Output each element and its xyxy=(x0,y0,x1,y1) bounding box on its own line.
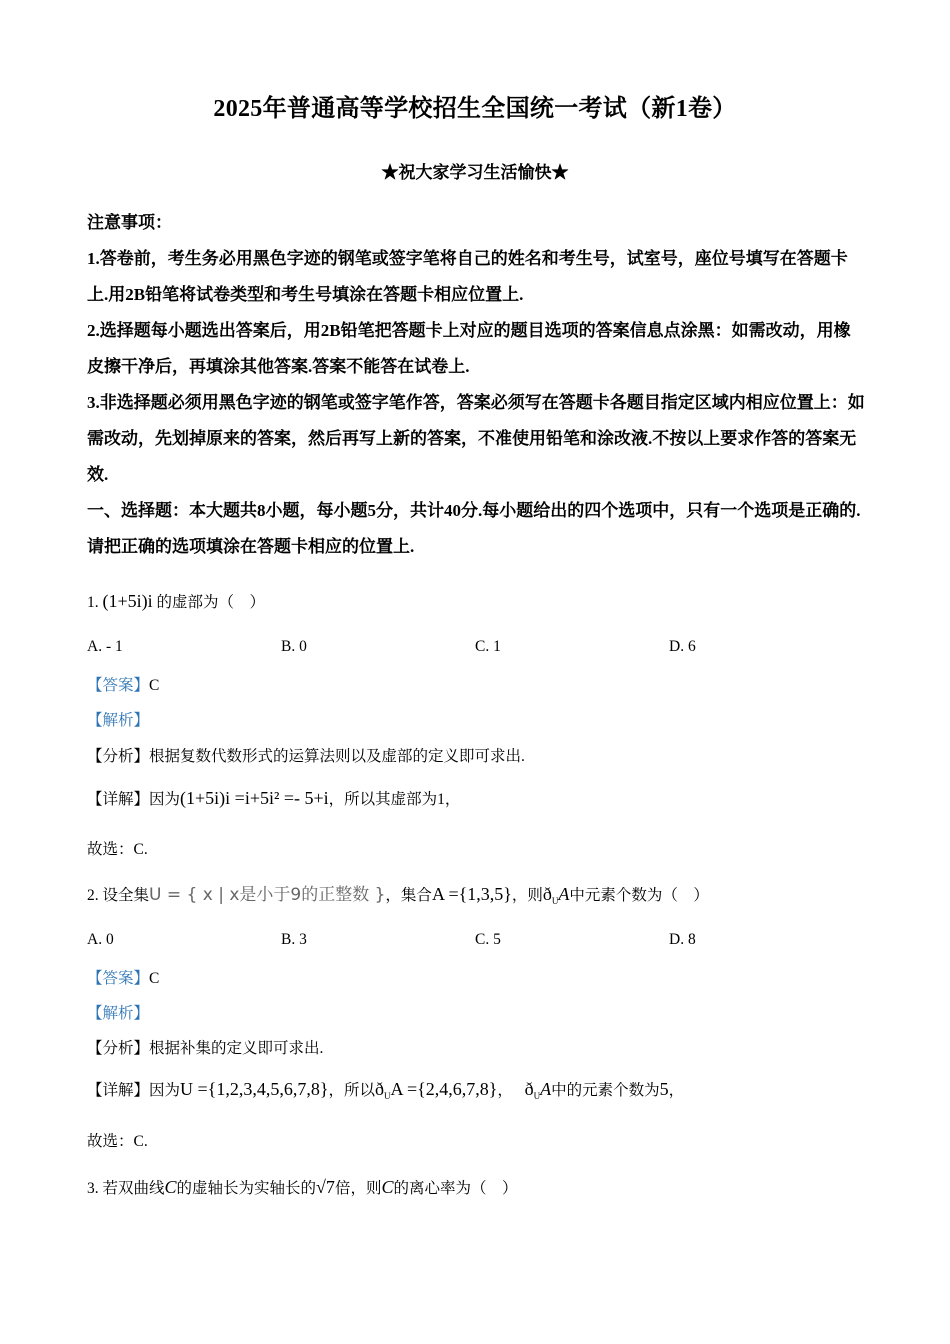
q2-xiangjie-u: U ={1,2,3,4,5,6,7,8} xyxy=(180,1079,329,1099)
q1-xiangjie-pre: 因为 xyxy=(149,791,181,808)
q2-xiangjie xyxy=(87,1078,867,1101)
q1-fenxi-text: 根据复数代数形式的运算法则以及虚部的定义即可求出. xyxy=(149,748,525,765)
q2-option-b: B. 3 xyxy=(281,931,307,948)
q3-number: 3. 若双曲线 xyxy=(87,1180,165,1197)
q1-option-d: D. 6 xyxy=(669,638,696,655)
fenxi-tag: 【分析】 xyxy=(87,1040,150,1057)
answer-tag: 【答案】 xyxy=(87,677,150,694)
q1-answer xyxy=(87,673,867,695)
complement-subscript: U xyxy=(551,896,559,907)
q1-xiangjie xyxy=(87,787,867,809)
q1-xiangjie-expr: (1+5i)i =i+5i² =- 5+i xyxy=(180,788,329,808)
q2-answer xyxy=(87,966,867,988)
q2-guxuan: 故选：C. xyxy=(87,1133,148,1150)
q1-guxuan: 故选：C. xyxy=(87,841,148,858)
q3-sqrt: √7 xyxy=(316,1177,335,1197)
notice-item-2: 2.选择题每小题选出答案后，用2B铅笔把答题卡上对应的题目选项的答案信息点涂黑：如需改动，用橡皮擦干净后，再填涂其他答案.答案不能答在试卷上. xyxy=(87,321,851,376)
fenxi-tag: 【分析】 xyxy=(87,748,150,765)
q3-end: 倍，则 xyxy=(334,1180,382,1197)
complement-symbol: ð xyxy=(542,884,552,904)
q2-var-a: A xyxy=(558,884,570,904)
q1-stem-text: 的虚部为（ ） xyxy=(156,594,266,611)
notice-item-1: 1.答卷前，考生务必用黑色字迹的钢笔或签字笔将自己的姓名和考生号，试室号，座位号填写在答题卡上.用2B铅笔将试卷类型和考生号填涂在答题卡相应位置上. xyxy=(87,249,848,304)
q1-xiangjie-post: ，所以其虚部为1， xyxy=(328,791,461,808)
q2-xiangjie-pre: 因为 xyxy=(149,1082,181,1099)
q1-option-b: B. 0 xyxy=(281,638,307,655)
q1-jiexi xyxy=(87,708,867,730)
q1-option-c: C. 1 xyxy=(475,638,501,655)
q2-end: ，则 xyxy=(511,887,543,904)
answer-tag: 【答案】 xyxy=(87,970,150,987)
complement-subscript: U xyxy=(383,1091,391,1102)
q3-var-c2: C xyxy=(381,1177,394,1197)
jiexi-tag: 【解析】 xyxy=(87,712,150,729)
xiangjie-tag: 【详解】 xyxy=(87,1082,150,1099)
q2-xiangjie-sep: ， xyxy=(497,1082,513,1099)
q2-fenxi-text: 根据补集的定义即可求出. xyxy=(149,1040,324,1057)
q1-stem xyxy=(87,590,867,612)
q2-jiexi xyxy=(87,1001,867,1023)
q2-mid: ，集合 xyxy=(385,887,432,904)
q2-xiangjie-mid: ，所以 xyxy=(328,1082,375,1099)
q2-number: 2. 设全集 xyxy=(87,887,150,904)
q2-set-a: A ={1,3,5} xyxy=(431,884,512,904)
q2-option-a: A. 0 xyxy=(87,931,114,948)
q2-xiangjie-tail: 中的元素个数为 xyxy=(551,1082,660,1099)
q2-option-c: C. 5 xyxy=(475,931,501,948)
q1-number: 1. xyxy=(87,594,99,611)
jiexi-tag: 【解析】 xyxy=(87,1005,150,1022)
q2-xiangjie-num: 5 xyxy=(659,1079,669,1099)
q2-stem-end: 中元素个数为（ ） xyxy=(569,887,709,904)
q2-fenxi xyxy=(87,1036,867,1058)
q3-stem xyxy=(87,1176,867,1198)
q1-expression: (1+5i)i xyxy=(102,591,153,611)
q2-xiangjie-a: A ={2,4,6,7,8} xyxy=(390,1079,498,1099)
q1-option-a: A. - 1 xyxy=(87,638,123,655)
q1-answer-value: C xyxy=(149,677,160,694)
q2-option-d: D. 8 xyxy=(669,931,696,948)
q3-var-c: C xyxy=(164,1177,177,1197)
q2-answer-value: C xyxy=(149,970,160,987)
complement-symbol: ð xyxy=(524,1079,534,1099)
notice-heading: 注意事项： xyxy=(87,213,172,232)
notice-item-3: 3.非选择题必须用黑色字迹的钢笔或签字笔作答，答案必须写在答题卡各题目指定区域内相应位置上：如需改动，先划掉原来的答案，然后再写上新的答案，不准使用铅笔和涂改液.不按以上要求作答的答案无效. xyxy=(87,393,865,484)
page-title: 2025年普通高等学校招生全国统一考试（新1卷） xyxy=(213,96,737,122)
q2-set-u: U = { x | x是小于9的正整数 } xyxy=(149,885,386,905)
q2-xiangjie-end: ， xyxy=(668,1082,685,1099)
section-heading: 一、选择题：本大题共8小题，每小题5分，共计40分.每小题给出的四个选项中，只有一个选项是正确的.请把正确的选项填涂在答题卡相应的位置上. xyxy=(87,501,861,556)
q3-mid: 的虚轴长为实轴长的 xyxy=(176,1180,317,1197)
xiangjie-tag: 【详解】 xyxy=(87,791,150,808)
page-subtitle: ★祝大家学习生活愉快★ xyxy=(381,163,569,182)
notice-section xyxy=(87,205,867,565)
q1-fenxi xyxy=(87,744,867,766)
q2-stem xyxy=(87,880,867,906)
q3-stem-end: 的离心率为（ ） xyxy=(393,1180,518,1197)
q2-xiangjie-a2: A xyxy=(540,1079,552,1099)
complement-symbol: ð xyxy=(374,1079,384,1099)
complement-subscript: U xyxy=(533,1091,541,1102)
